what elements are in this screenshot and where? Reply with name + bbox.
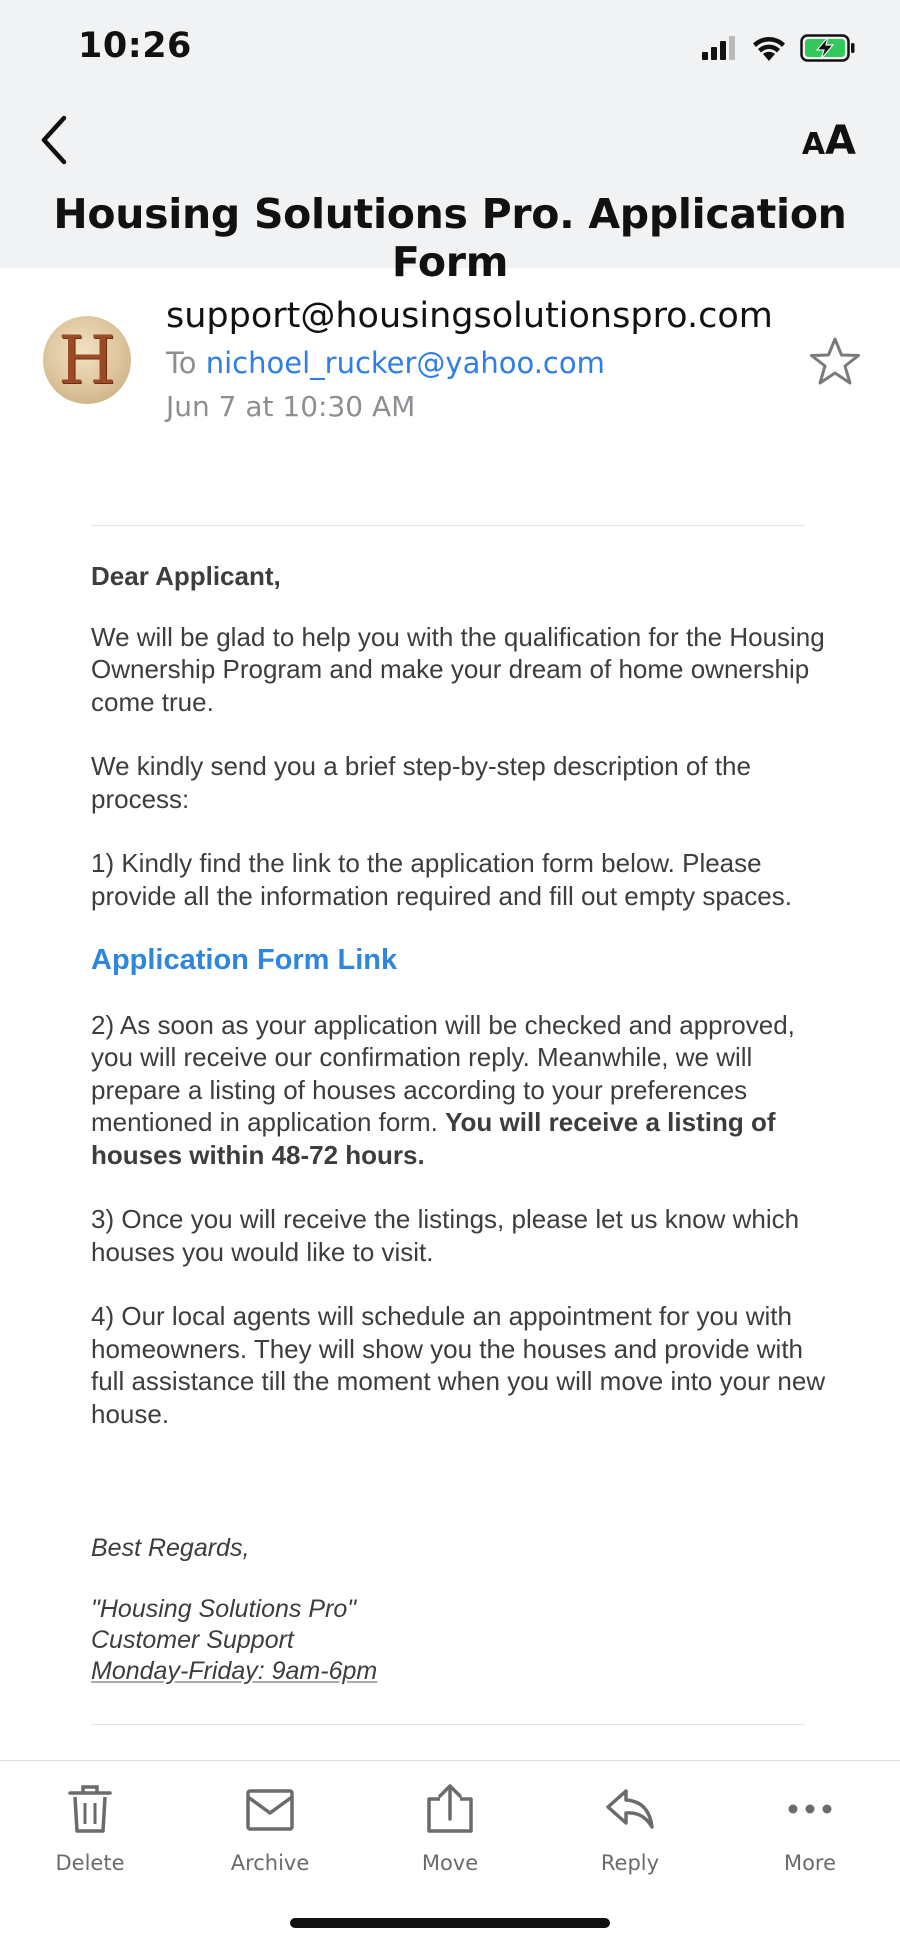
email-body <box>91 560 831 1462</box>
delete-label: Delete <box>55 1851 125 1875</box>
recipient-address[interactable]: nichoel_rucker@yahoo.com <box>205 346 605 380</box>
move-button[interactable] <box>380 1783 520 1875</box>
step-2-paragraph <box>91 1009 831 1172</box>
email-date: Jun 7 at 10:30 AM <box>166 390 416 423</box>
signature-hours: Monday-Friday: 9am-6pm <box>91 1657 378 1685</box>
cellular-signal-icon <box>702 36 738 60</box>
battery-charging-icon <box>800 34 856 62</box>
body-top-divider <box>91 525 805 526</box>
delete-button[interactable] <box>20 1783 160 1875</box>
reply-label: Reply <box>600 1851 660 1875</box>
step-1-paragraph: 1) Kindly find the link to the application form below. Please provide all the information required and fill out empty spaces. <box>91 848 792 911</box>
step-3-paragraph: 3) Once you will receive the listings, please let us know which houses you would like to visit. <box>91 1204 800 1267</box>
wifi-icon <box>752 35 786 61</box>
move-to-folder-icon <box>424 1783 476 1835</box>
archive-label: Archive <box>230 1851 310 1875</box>
greeting: Dear Applicant, <box>91 561 281 591</box>
move-label: Move <box>421 1851 479 1875</box>
star-icon[interactable] <box>808 336 862 388</box>
text-size-button[interactable] <box>802 118 856 164</box>
email-signature <box>91 1533 377 1687</box>
process-intro-paragraph: We kindly send you a brief step-by-step description of the process: <box>91 751 751 814</box>
reply-button[interactable] <box>560 1783 700 1875</box>
email-subject: Housing Solutions Pro. Application Form <box>53 190 847 286</box>
header-area <box>0 0 900 286</box>
home-indicator[interactable] <box>290 1918 610 1928</box>
step-2-text: 2) As soon as your application will be checked and approved, you will receive our confirmation reply. Meanwhile, we will prepare a listing of houses according to your preferences mentioned in application form. <box>91 1009 795 1137</box>
more-button[interactable] <box>740 1783 880 1875</box>
to-label: To <box>166 346 197 380</box>
back-chevron-icon[interactable] <box>32 110 76 170</box>
archive-icon <box>244 1783 296 1835</box>
more-label: More <box>783 1851 837 1875</box>
more-dots-icon <box>784 1783 836 1835</box>
signature-company: "Housing Solutions Pro" <box>91 1595 357 1623</box>
application-form-link[interactable]: Application Form Link <box>91 944 398 976</box>
text-size-large-a: A <box>825 118 856 164</box>
signature-department: Customer Support <box>91 1626 294 1654</box>
status-time: 10:26 <box>78 26 192 66</box>
sender-address[interactable]: support@housingsolutionspro.com <box>166 296 773 336</box>
step-2-bold-text: You will receive a listing of houses within 48-72 hours. <box>91 1107 776 1170</box>
body-bottom-divider <box>91 1724 805 1725</box>
status-icons <box>702 34 856 62</box>
intro-paragraph: We will be glad to help you with the qualification for the Housing Ownership Program and make your dream of home ownership come true. <box>91 621 825 717</box>
text-size-small-a: A <box>801 127 826 162</box>
archive-button[interactable] <box>200 1783 340 1875</box>
recipient-line <box>166 346 605 380</box>
sender-avatar: H <box>43 316 131 404</box>
trash-icon <box>66 1783 114 1835</box>
step-4-paragraph: 4) Our local agents will schedule an appointment for you with homeowners. They will show you the houses and provide with full assistance till the moment when you will move into your new house. <box>91 1301 826 1429</box>
signature-regards: Best Regards, <box>91 1534 250 1562</box>
reply-arrow-icon <box>604 1783 656 1835</box>
